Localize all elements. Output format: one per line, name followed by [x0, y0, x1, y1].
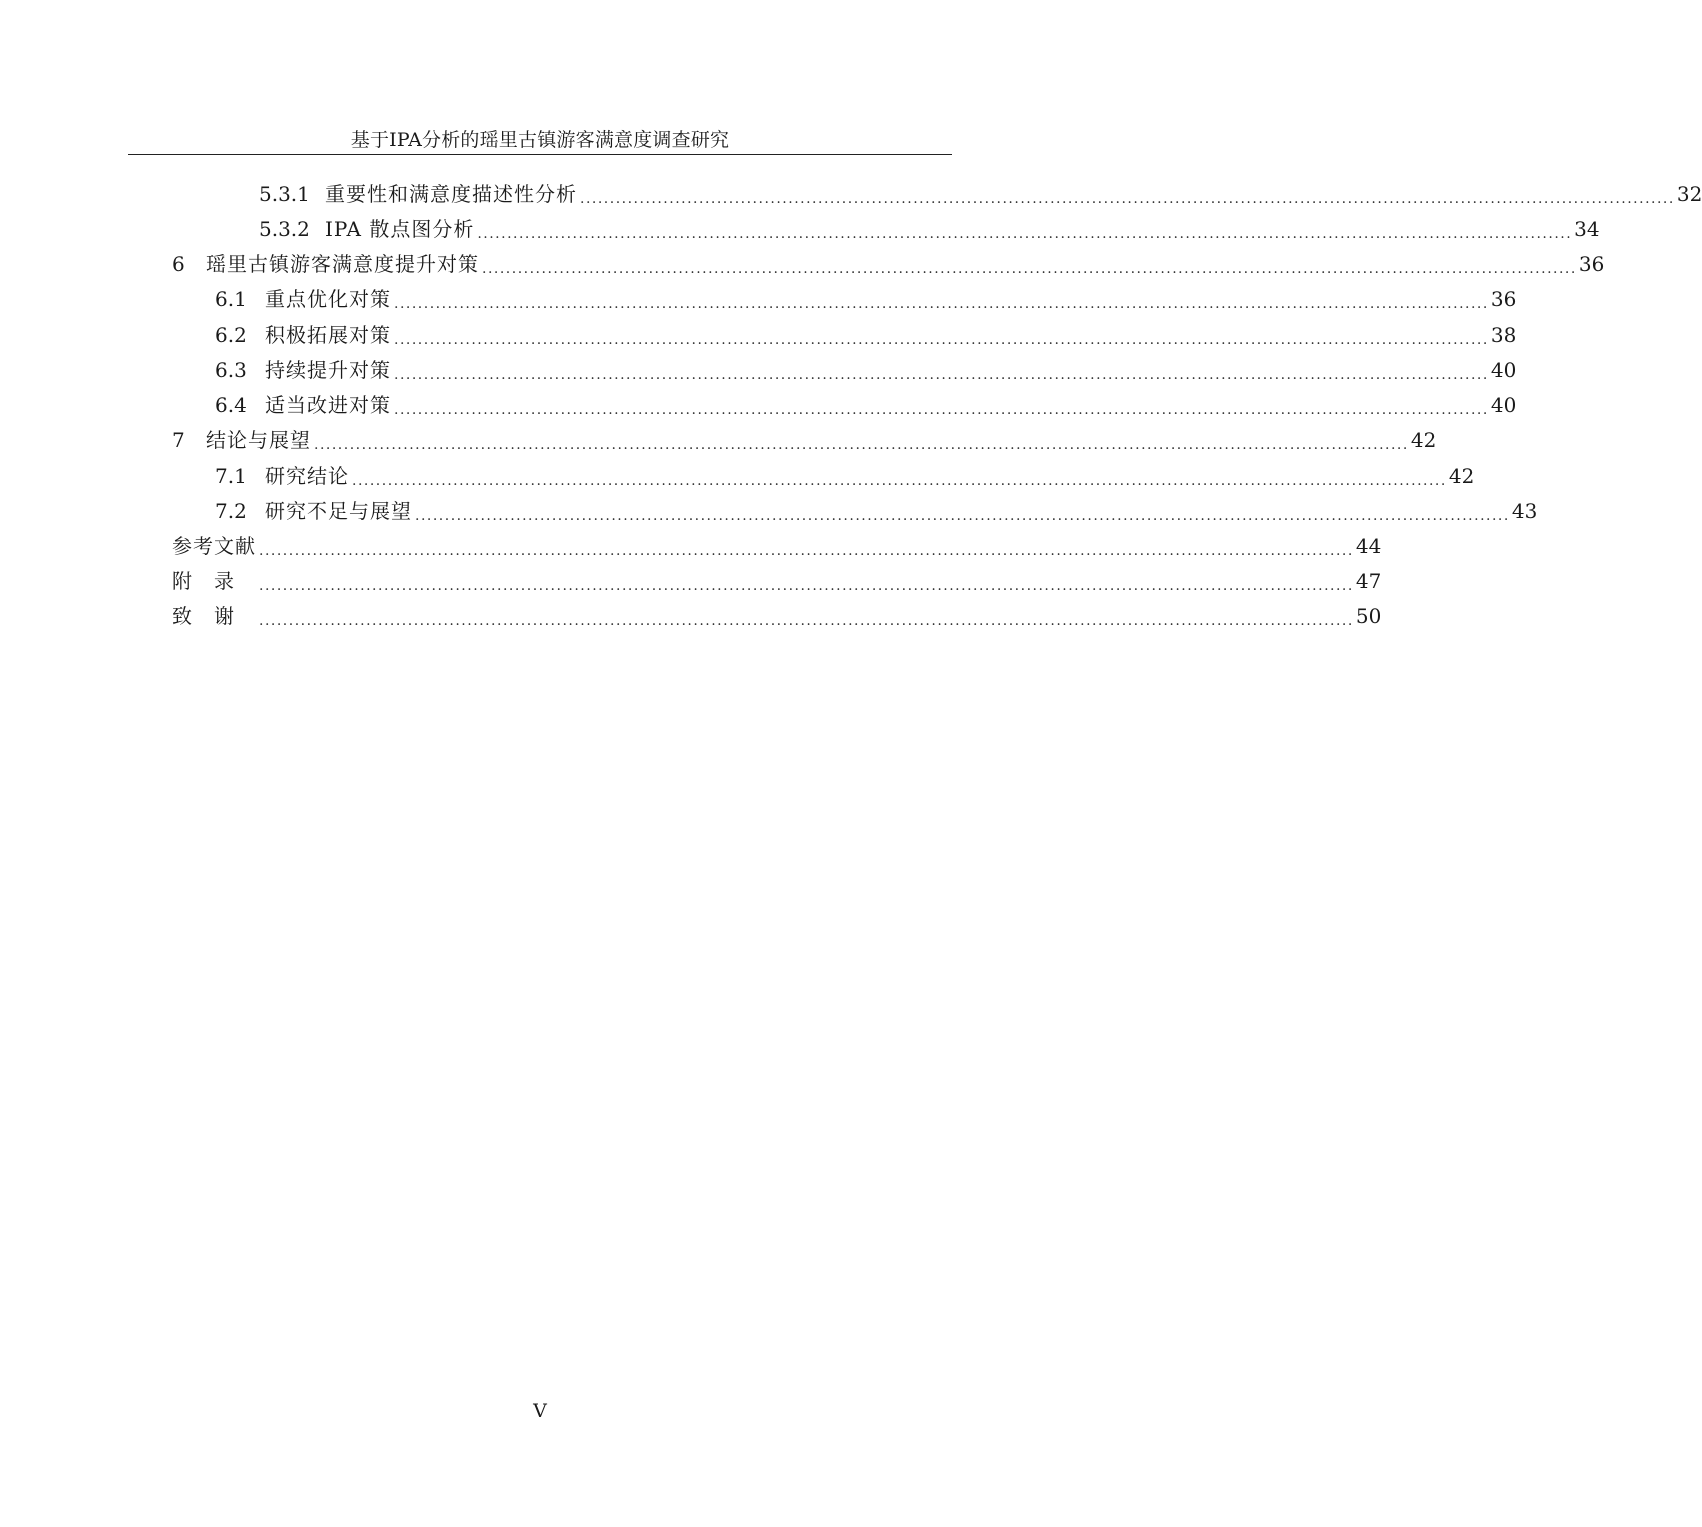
toc-entry-number: 7.2: [215, 499, 247, 523]
toc-entry-number: 5.3.2: [259, 217, 310, 241]
toc-entry-title: 研究结论: [265, 464, 349, 488]
running-header-title: 基于IPA分析的瑶里古镇游客满意度调查研究: [350, 129, 730, 151]
toc-entry-number: 6.1: [215, 287, 247, 311]
toc-entry-6-1[interactable]: [215, 282, 1517, 317]
toc-entry-title: 研究不足与展望: [265, 499, 412, 523]
page-number: V: [533, 1400, 547, 1422]
header-rule: [128, 154, 952, 155]
toc-entry-5-3-1[interactable]: [259, 177, 1702, 212]
toc-entry-6[interactable]: [172, 247, 1605, 282]
dot-leader: ........................................................................................................................................................................................: [314, 437, 1409, 453]
toc-entry-page: 40: [1490, 393, 1517, 417]
dot-leader: ........................................................................................................................................................................................: [259, 613, 1354, 629]
dot-leader: ........................................................................................................................................................................................: [394, 296, 1489, 312]
toc-entry-page: 42: [1410, 428, 1437, 452]
dot-leader: ........................................................................................................................................................................................: [259, 543, 1354, 559]
toc-entry-6-3[interactable]: [215, 353, 1517, 388]
toc-entry-number: 6.3: [215, 358, 247, 382]
toc-entry-title: 致谢: [172, 604, 256, 628]
toc-entry-page: 50: [1355, 604, 1382, 628]
dot-leader: ........................................................................................................................................................................................: [259, 578, 1354, 594]
toc-entry-6-2[interactable]: [215, 318, 1517, 353]
dot-leader: ........................................................................................................................................................................................: [352, 473, 1447, 489]
toc-entry-references[interactable]: [172, 529, 1382, 564]
dot-leader: ........................................................................................................................................................................................: [415, 508, 1510, 524]
toc-entry-appendix[interactable]: [172, 564, 1382, 599]
dot-leader: ........................................................................................................................................................................................: [477, 226, 1573, 242]
toc-entry-title: IPA 散点图分析: [325, 217, 475, 241]
toc-entry-number: 6.4: [215, 393, 247, 417]
toc-entry-page: 36: [1490, 287, 1517, 311]
toc-entry-6-4[interactable]: [215, 388, 1517, 423]
toc-entry-number: 7: [172, 428, 185, 452]
toc-entry-number: 7.1: [215, 464, 247, 488]
dot-leader: ........................................................................................................................................................................................: [394, 402, 1489, 418]
toc-entry-number: 6: [172, 252, 185, 276]
toc-entry-7[interactable]: [172, 423, 1437, 458]
toc-entry-title: 重点优化对策: [265, 287, 391, 311]
toc-entry-7-2[interactable]: [215, 494, 1538, 529]
dot-leader: ........................................................................................................................................................................................: [482, 261, 1577, 277]
toc-entry-title: 附录: [172, 569, 256, 593]
toc-entry-number: 6.2: [215, 323, 247, 347]
toc-entry-page: 38: [1490, 323, 1517, 347]
toc-entry-title: 瑶里古镇游客满意度提升对策: [206, 252, 479, 276]
toc-entry-page: 44: [1355, 534, 1382, 558]
toc-entry-title: 适当改进对策: [265, 393, 391, 417]
toc-entry-title: 参考文献: [172, 534, 256, 558]
toc-entry-page: 36: [1578, 252, 1605, 276]
toc-entry-page: 34: [1574, 217, 1600, 241]
toc-entry-page: 47: [1355, 569, 1382, 593]
toc-entry-number: 5.3.1: [259, 182, 310, 206]
dot-leader: ........................................................................................................................................................................................: [394, 332, 1489, 348]
toc-entry-7-1[interactable]: [215, 459, 1475, 494]
toc-entry-acknowledgements[interactable]: [172, 599, 1382, 634]
toc-entry-title: 积极拓展对策: [265, 323, 391, 347]
dot-leader: ........................................................................................................................................................................................: [580, 191, 1675, 207]
toc-entry-title: 持续提升对策: [265, 358, 391, 382]
toc-entry-page: 32: [1676, 182, 1702, 206]
toc-entry-page: 42: [1448, 464, 1475, 488]
toc-entry-title: 重要性和满意度描述性分析: [325, 182, 577, 206]
toc-entry-title: 结论与展望: [206, 428, 311, 452]
toc-entry-page: 43: [1511, 499, 1538, 523]
dot-leader: ........................................................................................................................................................................................: [394, 367, 1489, 383]
toc-entry-page: 40: [1490, 358, 1517, 382]
toc-entry-5-3-2[interactable]: [259, 212, 1600, 247]
